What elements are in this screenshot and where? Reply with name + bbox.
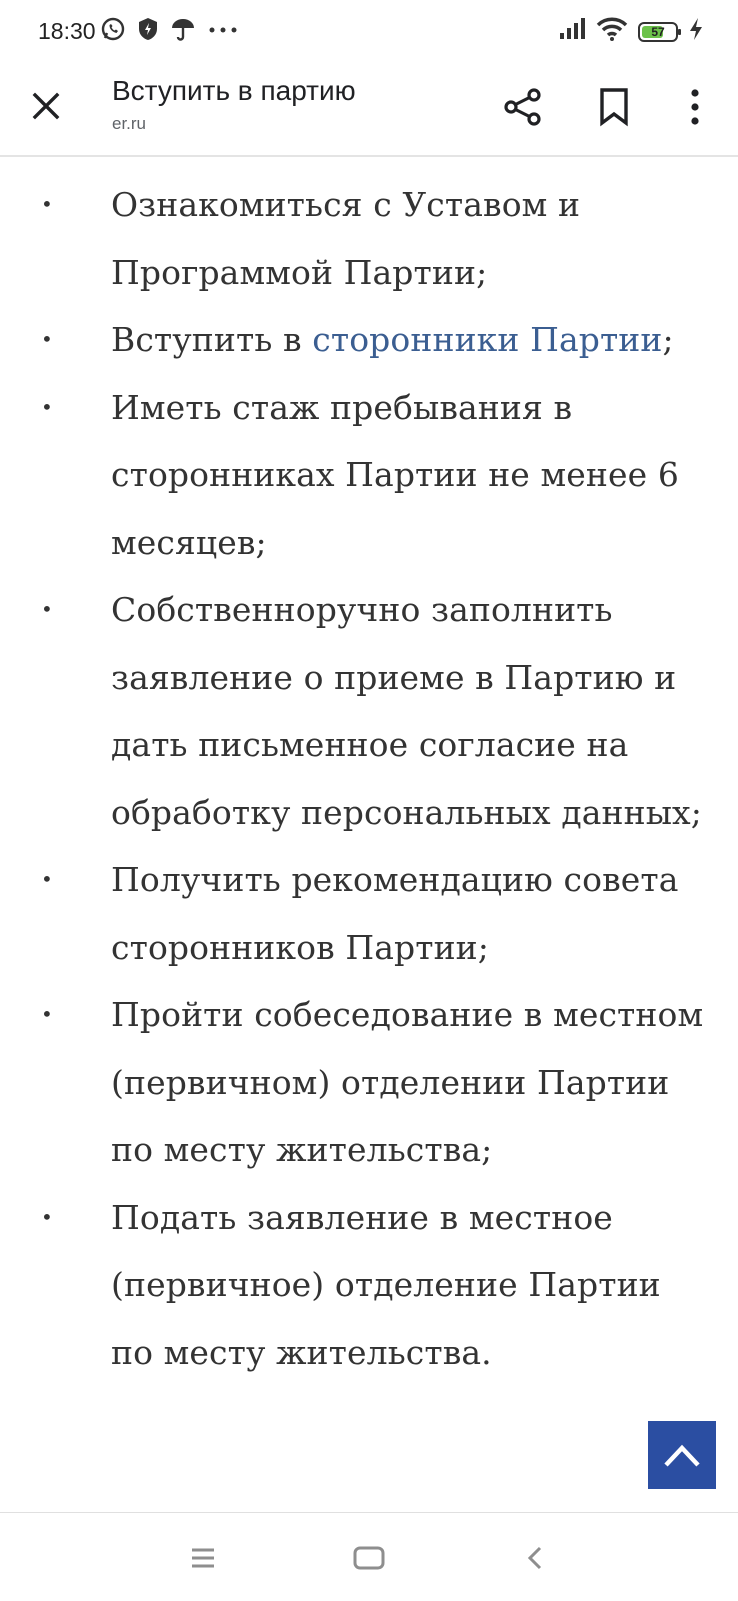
- requirements-list: [0, 171, 738, 1386]
- page-title: Вступить в партию: [112, 75, 356, 106]
- umbrella-icon: [170, 16, 196, 47]
- bookmark-button[interactable]: [589, 82, 639, 132]
- list-item: [0, 846, 738, 981]
- list-bullet: •: [41, 1204, 53, 1229]
- list-item: [0, 576, 738, 846]
- list-item: [0, 306, 738, 374]
- list-item: [0, 981, 738, 1184]
- status-bar: [0, 0, 738, 64]
- list-item-text: Иметь стаж пребывания в сторонниках Партии не менее 6 месяцев;: [111, 387, 679, 562]
- wifi-icon: [596, 16, 628, 47]
- home-button[interactable]: [344, 1533, 394, 1583]
- system-navigation-bar: [0, 1512, 738, 1601]
- battery-level: 57: [651, 24, 665, 39]
- home-icon: [352, 1545, 386, 1571]
- list-bullet: •: [41, 867, 53, 891]
- list-item: [0, 374, 738, 577]
- list-item-text: Подать заявление в местное (первичное) отделение Партии по месту жительства.: [111, 1197, 661, 1372]
- recents-button[interactable]: [178, 1533, 228, 1583]
- list-item-text: Ознакомиться с Уставом и Программой Партии;: [111, 185, 581, 292]
- whatsapp-icon: [100, 16, 126, 47]
- list-item-text: Получить рекомендацию совета сторонников Партии;: [111, 860, 679, 967]
- more-options-button[interactable]: [670, 82, 720, 132]
- list-item-text-after-link: ;: [662, 320, 674, 359]
- list-item: [0, 171, 738, 306]
- close-icon: [31, 91, 61, 121]
- list-item-text-before-link: Вступить в: [111, 320, 313, 359]
- list-bullet: •: [41, 192, 53, 216]
- back-button[interactable]: [510, 1533, 560, 1583]
- shield-icon: [136, 16, 160, 47]
- list-item: [0, 1184, 738, 1387]
- status-icons-left: [100, 16, 240, 47]
- status-time: 18:30: [38, 18, 96, 44]
- more-vert-icon: [685, 87, 705, 127]
- battery-icon: [638, 22, 678, 42]
- list-bullet: •: [41, 597, 53, 621]
- page-domain: er.ru: [112, 114, 147, 133]
- supporters-link[interactable]: сторонники Партии: [312, 320, 663, 359]
- close-button[interactable]: [26, 86, 66, 126]
- menu-icon: [190, 1547, 216, 1569]
- bookmark-icon: [597, 87, 631, 127]
- status-icons-right: [558, 16, 704, 47]
- list-item-text: Пройти собеседование в местном (первичном) отделении Партии по месту жительства;: [111, 995, 704, 1169]
- share-icon: [503, 87, 543, 127]
- list-item-text: Собственноручно заполнить заявление о приеме в Партию и дать письменное согласие на обработку персональных данных;: [111, 590, 702, 832]
- list-item-text: [111, 320, 674, 359]
- title-block: [112, 74, 356, 134]
- list-bullet: •: [41, 394, 53, 419]
- list-bullet: •: [41, 327, 53, 351]
- more-dots-icon: [206, 16, 240, 47]
- chevron-up-icon: [662, 1441, 702, 1469]
- list-bullet: •: [41, 1002, 53, 1026]
- charging-icon: [688, 16, 704, 47]
- scroll-to-top-button[interactable]: [648, 1421, 716, 1489]
- page-content: [0, 157, 738, 1510]
- back-icon: [525, 1545, 545, 1571]
- signal-icon: [558, 16, 586, 47]
- custom-tab-toolbar: [0, 64, 738, 157]
- share-button[interactable]: [498, 82, 548, 132]
